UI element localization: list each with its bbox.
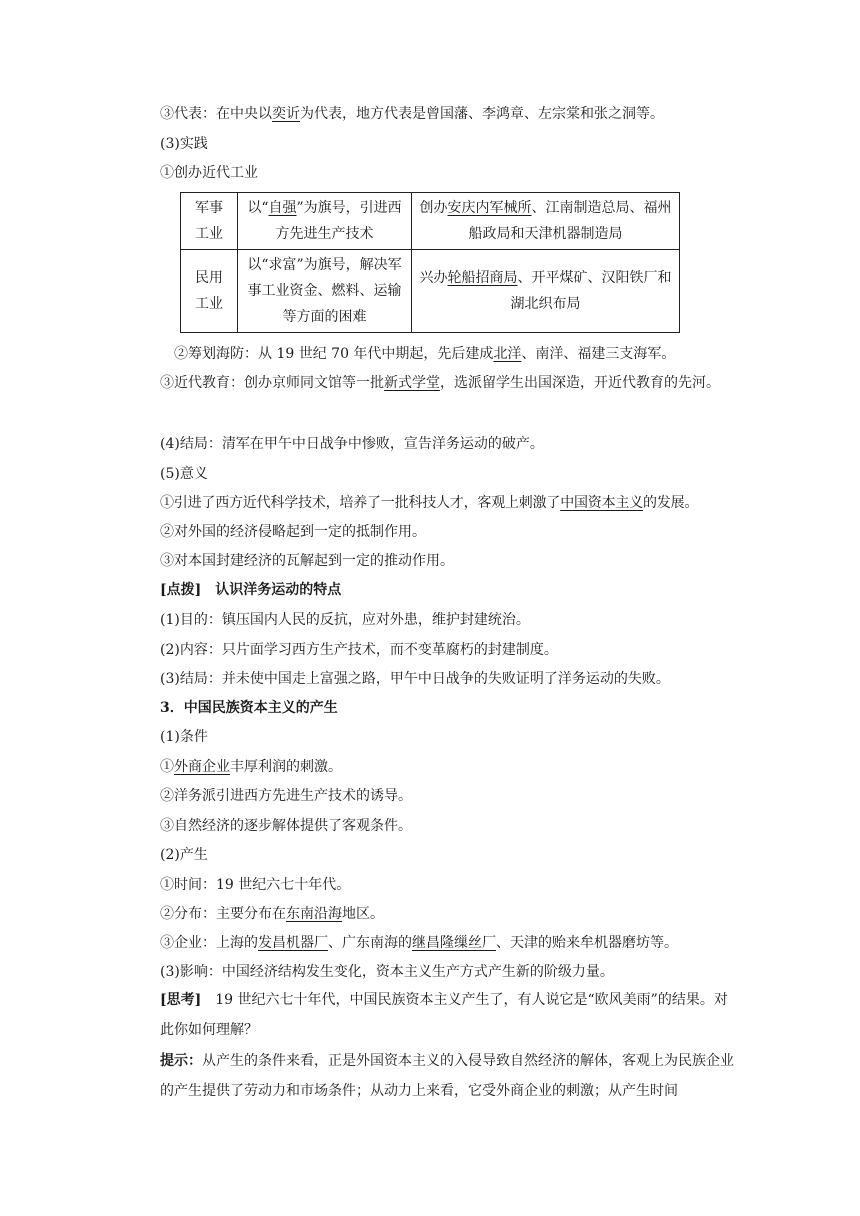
outcome-line: (4)结局：清军在甲午中日战争中惨败，宣告洋务运动的破产。 [160, 436, 544, 452]
emergence-distribution: ②分布：主要分布在东南沿海地区。 [160, 906, 384, 922]
table-cell-description: 以“求富”为旗号，解决军事工业资金、燃料、运输等方面的困难 [238, 250, 412, 333]
underlined-term: 奕䜣 [272, 106, 300, 122]
impact-line: (3)影响：中国经济结构发生变化，资本主义生产方式产生新的阶级力量。 [160, 964, 614, 980]
hint-paragraph: 提示：从产生的条件来看，正是外国资本主义的入侵导致自然经济的解体，客观上为民族企业的产生提供了劳动力和市场条件；从动力上来看，它受外商企业的刺激；从产生时间 [160, 1053, 734, 1099]
table-row [181, 193, 680, 250]
significance-item-2: ②对外国的经济侵略起到一定的抵制作用。 [160, 524, 426, 540]
significance-item-3: ③对本国封建经济的瓦解起到一定的推动作用。 [160, 553, 454, 569]
representatives-line: ③代表：在中央以奕䜣为代表，地方代表是曾国藩、李鸿章、左宗棠和张之洞等。 [160, 106, 664, 122]
think-paragraph: [思考] 19 世纪六七十年代，中国民族资本主义产生了，有人说它是“欧风美雨”的结果。对此你如何理解？ [160, 992, 728, 1038]
condition-item-1: ①外商企业丰厚利润的刺激。 [160, 759, 342, 775]
section-title: 3．中国民族资本主义的产生 [160, 700, 338, 716]
emergence-heading: (2)产生 [160, 847, 208, 863]
conditions-heading: (1)条件 [160, 729, 208, 745]
tip-point-3: (3)结局：并未使中国走上富强之路，甲午中日战争的失败证明了洋务运动的失败。 [160, 671, 670, 687]
emergence-enterprises: ③企业：上海的发昌机器厂、广东南海的继昌隆缫丝厂、天津的贻来牟机器磨坊等。 [160, 935, 678, 951]
table-row [181, 250, 680, 333]
condition-item-3: ③自然经济的逐步解体提供了客观条件。 [160, 818, 412, 834]
condition-item-2: ②洋务派引进西方先进生产技术的诱导。 [160, 788, 412, 804]
table-cell-examples: 创办安庆内军械所、江南制造总局、福州船政局和天津机器制造局 [412, 193, 680, 250]
table-cell-examples: 兴办轮船招商局、开平煤矿、汉阳铁厂和湖北织布局 [412, 250, 680, 333]
tip-point-1: (1)目的：镇压国内人民的反抗，应对外患，维护封建统治。 [160, 612, 530, 628]
education-paragraph: ③近代教育：创办京师同文馆等一批新式学堂，选派留学生出国深造，开近代教育的先河。 [160, 375, 720, 391]
significance-item-1: ①引进了西方近代科学技术，培养了一批科技人才，客观上刺激了中国资本主义的发展。 [160, 495, 699, 511]
industry-table [180, 192, 680, 333]
table-cell-category: 军事工业 [181, 193, 238, 250]
practice-heading: (3)实践 [160, 136, 208, 152]
hint-label: 提示： [160, 1053, 202, 1069]
navy-line: ②筹划海防：从 19 世纪 70 年代中期起，先后建成北洋、南洋、福建三支海军。 [174, 346, 676, 362]
tip-point-2: (2)内容：只片面学习西方生产技术，而不变革腐朽的封建制度。 [160, 642, 558, 658]
significance-heading: (5)意义 [160, 466, 208, 482]
tip-heading: [点拨] 认识洋务运动的特点 [160, 582, 342, 598]
think-label: [思考] [160, 992, 202, 1008]
practice-subheading: ①创办近代工业 [160, 165, 258, 181]
table-cell-category: 民用工业 [181, 250, 238, 333]
emergence-time: ①时间：19 世纪六七十年代。 [160, 877, 351, 893]
table-cell-description: 以“自强”为旗号，引进西方先进生产技术 [238, 193, 412, 250]
